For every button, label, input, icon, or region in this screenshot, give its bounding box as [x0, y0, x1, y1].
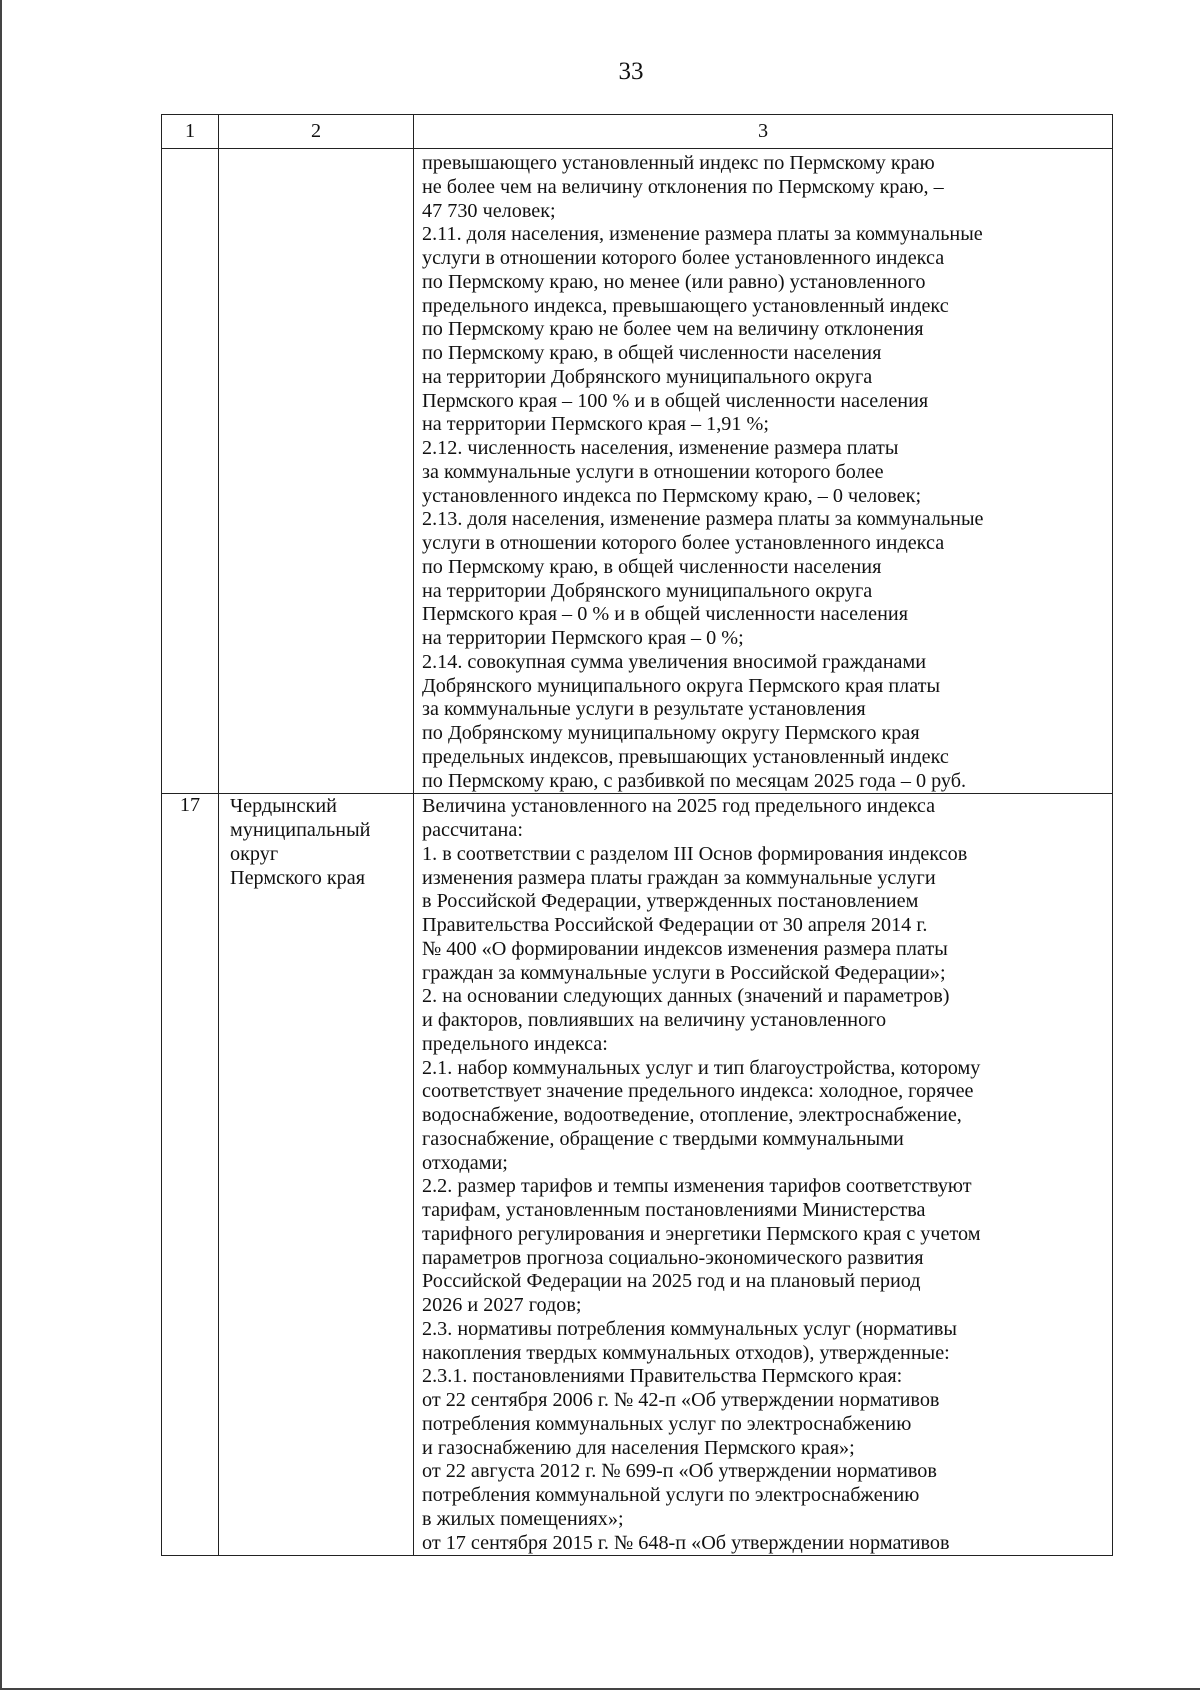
description-line: в жилых помещениях»; — [422, 1507, 624, 1530]
description-line: отходами; — [422, 1151, 508, 1174]
row-number-cell: 17 — [162, 794, 219, 1556]
description-line: предельных индексов, превышающих установленный индекс — [422, 745, 949, 768]
description-line: за коммунальные услуги в результате установления — [422, 698, 866, 721]
description-line: в Российской Федерации, утвержденных постановлением — [422, 890, 919, 913]
description-line: услуги в отношении которого более установленного индекса — [422, 532, 945, 554]
description-line: услуги в отношении которого более установленного индекса — [422, 247, 945, 269]
description-cell — [414, 149, 1113, 794]
description-line: Правительства Российской Федерации от 30 апреля 2014 г. — [422, 914, 928, 936]
description-line: тарифам, установленным постановлениями Министерства — [422, 1199, 926, 1221]
table-row — [162, 794, 1113, 1556]
description-line: накопления твердых коммунальных отходов), утвержденные: — [422, 1341, 950, 1364]
description-line: параметров прогноза социально-экономического развития — [422, 1246, 924, 1269]
description-line: 2.1. набор коммунальных услуг и тип благоустройства, которому — [422, 1056, 981, 1079]
description-line: по Добрянскому муниципальному округу Пермского края — [422, 722, 920, 744]
municipality-name-line: округ — [230, 842, 279, 865]
municipality-name-line: Чердынский — [230, 795, 337, 818]
municipality-cell — [219, 794, 414, 1556]
table-row — [162, 149, 1113, 794]
description-line: изменения размера платы граждан за коммунальные услуги — [422, 866, 936, 889]
description-line: 2.13. доля населения, изменение размера платы за коммунальные — [422, 508, 984, 531]
description-line: соответствует значение предельного индекса: холодное, горячее — [422, 1080, 974, 1103]
description-line: за коммунальные услуги в отношении которого более — [422, 460, 884, 483]
description-line: 2.12. численность населения, изменение размера платы — [422, 437, 899, 459]
column-header-3: 3 — [414, 115, 1113, 149]
municipality-name-line: муниципальный — [230, 819, 371, 841]
municipality-name-line: Пермского края — [230, 866, 366, 889]
row-number-cell — [162, 149, 219, 794]
description-line: по Пермскому краю, но менее (или равно) установленного — [422, 270, 926, 293]
document-table — [161, 114, 1113, 1556]
description-line: на территории Добрянского муниципального округа — [422, 579, 873, 602]
description-line: 1. в соответствии с разделом III Основ формирования индексов — [422, 842, 968, 865]
column-header-1: 1 — [162, 115, 219, 149]
description-line: граждан за коммунальные услуги в Российской Федерации»; — [422, 961, 946, 984]
description-line: 2. на основании следующих данных (значений и параметров) — [422, 985, 950, 1008]
description-line: тарифного регулирования и энергетики Пермского края с учетом — [422, 1222, 981, 1245]
table-header-row — [162, 115, 1113, 149]
description-line: по Пермскому краю не более чем на величину отклонения — [422, 318, 924, 341]
description-line: от 22 сентября 2006 г. № 42-п «Об утверждении нормативов — [422, 1389, 940, 1411]
description-line: Добрянского муниципального округа Пермского края платы — [422, 674, 941, 697]
description-line: на территории Пермского края – 1,91 %; — [422, 413, 769, 436]
description-line: 47 730 человек; — [422, 199, 556, 222]
description-line: и газоснабжению для населения Пермского края»; — [422, 1436, 855, 1459]
description-line: 2.2. размер тарифов и темпы изменения тарифов соответствуют — [422, 1175, 972, 1198]
description-line: № 400 «О формировании индексов изменения размера платы — [422, 937, 948, 960]
description-line: от 22 августа 2012 г. № 699-п «Об утверждении нормативов — [422, 1460, 937, 1483]
description-cell — [414, 794, 1113, 1556]
description-line: 2.3.1. постановлениями Правительства Пермского края: — [422, 1365, 903, 1388]
description-line: 2.14. совокупная сумма увеличения вносимой гражданами — [422, 650, 927, 673]
description-line: Российской Федерации на 2025 год и на плановый период — [422, 1270, 921, 1293]
description-line: Пермского края – 0 % и в общей численности населения — [422, 603, 908, 626]
description-line: Величина установленного на 2025 год предельного индекса — [422, 795, 936, 818]
description-line: на территории Пермского края – 0 %; — [422, 627, 744, 649]
description-line: по Пермскому краю, в общей численности населения — [422, 342, 882, 364]
municipality-cell — [219, 149, 414, 794]
page-number: 33 — [618, 58, 644, 85]
description-line: и факторов, повлиявших на величину установленного — [422, 1009, 887, 1031]
description-line: предельного индекса, превышающего установленный индекс — [422, 294, 949, 317]
description-line: по Пермскому краю, в общей численности населения — [422, 555, 882, 578]
description-line: 2026 и 2027 годов; — [422, 1294, 582, 1316]
description-line: 2.3. нормативы потребления коммунальных услуг (нормативы — [422, 1317, 957, 1340]
description-line: Пермского края – 100 % и в общей численности населения — [422, 389, 929, 412]
description-line: предельного индекса: — [422, 1032, 608, 1055]
description-line: водоснабжение, водоотведение, отопление, электроснабжение, — [422, 1104, 962, 1126]
description-line: от 17 сентября 2015 г. № 648-п «Об утверждении нормативов — [422, 1531, 950, 1554]
column-header-2: 2 — [219, 115, 414, 149]
description-line: по Пермскому краю, с разбивкой по месяцам 2025 года – 0 руб. — [422, 769, 967, 792]
description-line: превышающего установленный индекс по Пермскому краю — [422, 152, 935, 174]
description-line: 2.11. доля населения, изменение размера платы за коммунальные — [422, 223, 983, 246]
description-line: газоснабжение, обращение с твердыми коммунальными — [422, 1127, 904, 1150]
description-line: на территории Добрянского муниципального округа — [422, 365, 873, 388]
description-line: не более чем на величину отклонения по Пермскому краю, – — [422, 175, 944, 198]
description-line: потребления коммунальной услуги по электроснабжению — [422, 1484, 920, 1506]
description-line: установленного индекса по Пермскому краю, – 0 человек; — [422, 484, 922, 507]
description-line: рассчитана: — [422, 819, 523, 841]
description-line: потребления коммунальных услуг по электроснабжению — [422, 1412, 912, 1435]
